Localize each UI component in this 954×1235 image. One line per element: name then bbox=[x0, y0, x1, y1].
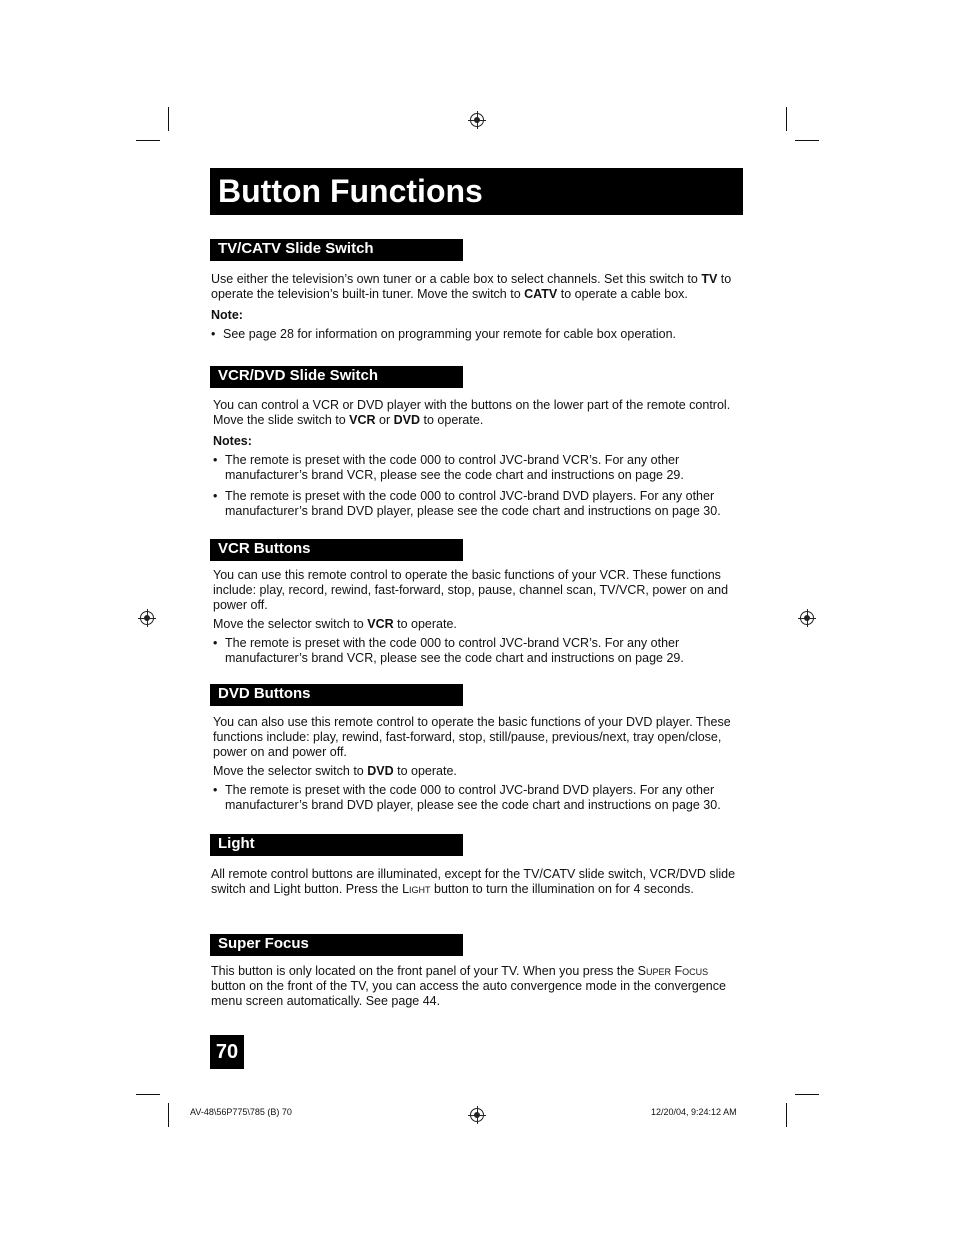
text: to operate the television’s built-in tuner. Move the switch to bbox=[211, 272, 732, 301]
bold-term: CATV bbox=[524, 287, 558, 301]
registration-mark-icon bbox=[470, 113, 484, 127]
section-heading-vcr-buttons: VCR Buttons bbox=[210, 539, 463, 561]
crop-mark bbox=[136, 1094, 160, 1095]
section-heading-tv-catv: TV/CATV Slide Switch bbox=[210, 239, 463, 261]
paragraph bbox=[211, 867, 739, 897]
note-label: Notes: bbox=[213, 434, 252, 448]
text: Use either the television’s own tuner or a cable box to select channels. Set this switch to bbox=[211, 272, 702, 286]
crop-mark bbox=[136, 140, 160, 141]
page-number: 70 bbox=[210, 1035, 244, 1069]
section-body-light bbox=[211, 867, 739, 901]
bullet-mark: • bbox=[213, 453, 218, 467]
bullet-mark: • bbox=[213, 489, 218, 503]
crop-mark bbox=[786, 107, 787, 131]
paragraph bbox=[211, 272, 739, 302]
bold-term: DVD bbox=[367, 764, 394, 778]
footer-timestamp: 12/20/04, 9:24:12 AM bbox=[651, 1107, 737, 1117]
list-item bbox=[213, 489, 741, 519]
small-caps-term: Super Focus bbox=[637, 964, 709, 978]
text: to operate. bbox=[393, 617, 457, 631]
crop-mark bbox=[795, 140, 819, 141]
bold-term: TV bbox=[701, 272, 718, 286]
bold-term: VCR bbox=[349, 413, 376, 427]
section-body-vcr-dvd bbox=[213, 398, 741, 525]
registration-mark-icon bbox=[800, 611, 814, 625]
text: button on the front of the TV, you can access the auto convergence mode in the convergence menu screen automatically. See page 44. bbox=[211, 979, 726, 1008]
registration-mark-icon bbox=[140, 611, 154, 625]
section-heading-dvd-buttons: DVD Buttons bbox=[210, 684, 463, 706]
list-item bbox=[211, 327, 739, 342]
list-item-text: The remote is preset with the code 000 to control JVC-brand VCR’s. For any other manufacturer’s brand VCR, please see the code chart and instructions on page 29. bbox=[225, 453, 684, 482]
paragraph bbox=[211, 964, 739, 1009]
text: to operate. bbox=[420, 413, 484, 427]
section-body-tv-catv bbox=[211, 272, 739, 348]
text: Move the selector switch to bbox=[213, 764, 368, 778]
paragraph bbox=[213, 617, 741, 632]
list-item bbox=[213, 636, 741, 666]
list-item-text: See page 28 for information on programming your remote for cable box operation. bbox=[223, 327, 677, 341]
text: or bbox=[375, 413, 394, 427]
paragraph: You can use this remote control to operate the basic functions of your VCR. These functions include: play, record, rewind, fast-forward, stop, pause, channel scan, TV/VCR, power on and power off. bbox=[213, 568, 729, 612]
bullet-mark: • bbox=[213, 783, 218, 797]
list-item bbox=[213, 453, 741, 483]
text: You can control a VCR or DVD player with the buttons on the lower part of the remote control. Move the slide switch to bbox=[213, 398, 731, 427]
text: button to turn the illumination on for 4 seconds. bbox=[430, 882, 694, 896]
paragraph: You can also use this remote control to operate the basic functions of your DVD player. These functions include: play, rewind, fast-forward, stop, still/pause, previous/next, tray open/close, power on and power off. bbox=[213, 715, 731, 759]
bold-term: DVD bbox=[393, 413, 421, 427]
paragraph bbox=[213, 398, 741, 428]
page-title: Button Functions bbox=[210, 168, 743, 215]
section-heading-light: Light bbox=[210, 834, 463, 856]
text: Move the selector switch to bbox=[213, 617, 368, 631]
text: This button is only located on the front panel of your TV. When you press the bbox=[211, 964, 638, 978]
list-item bbox=[213, 783, 741, 813]
list-item-text: The remote is preset with the code 000 to control JVC-brand DVD players. For any other manufacturer’s brand DVD player, please see the code chart and instructions on page 30. bbox=[225, 489, 721, 518]
crop-mark bbox=[168, 107, 169, 131]
registration-mark-icon bbox=[470, 1108, 484, 1122]
text: to operate a cable box. bbox=[557, 287, 688, 301]
bullet-mark: • bbox=[211, 327, 216, 341]
text: All remote control buttons are illuminated, except for the TV/CATV slide switch, VCR/DVD slide switch and Light button. Press the bbox=[211, 867, 736, 896]
section-body-vcr-buttons bbox=[213, 568, 741, 672]
section-heading-super-focus: Super Focus bbox=[210, 934, 463, 956]
small-caps-term: Light bbox=[402, 882, 431, 896]
crop-mark bbox=[786, 1103, 787, 1127]
crop-mark bbox=[795, 1094, 819, 1095]
bullet-mark: • bbox=[213, 636, 218, 650]
section-heading-vcr-dvd: VCR/DVD Slide Switch bbox=[210, 366, 463, 388]
note-label: Note: bbox=[211, 308, 243, 322]
section-body-dvd-buttons bbox=[213, 715, 741, 819]
paragraph bbox=[213, 764, 741, 779]
list-item-text: The remote is preset with the code 000 to control JVC-brand VCR’s. For any other manufacturer’s brand VCR, please see the code chart and instructions on page 29. bbox=[225, 636, 684, 665]
text: to operate. bbox=[393, 764, 457, 778]
list-item-text: The remote is preset with the code 000 to control JVC-brand DVD players. For any other manufacturer’s brand DVD player, please see the code chart and instructions on page 30. bbox=[225, 783, 721, 812]
bold-term: VCR bbox=[367, 617, 394, 631]
section-body-super-focus bbox=[211, 964, 739, 1013]
crop-mark bbox=[168, 1103, 169, 1127]
footer-file-info: AV-48\56P775\785 (B) 70 bbox=[190, 1107, 292, 1117]
